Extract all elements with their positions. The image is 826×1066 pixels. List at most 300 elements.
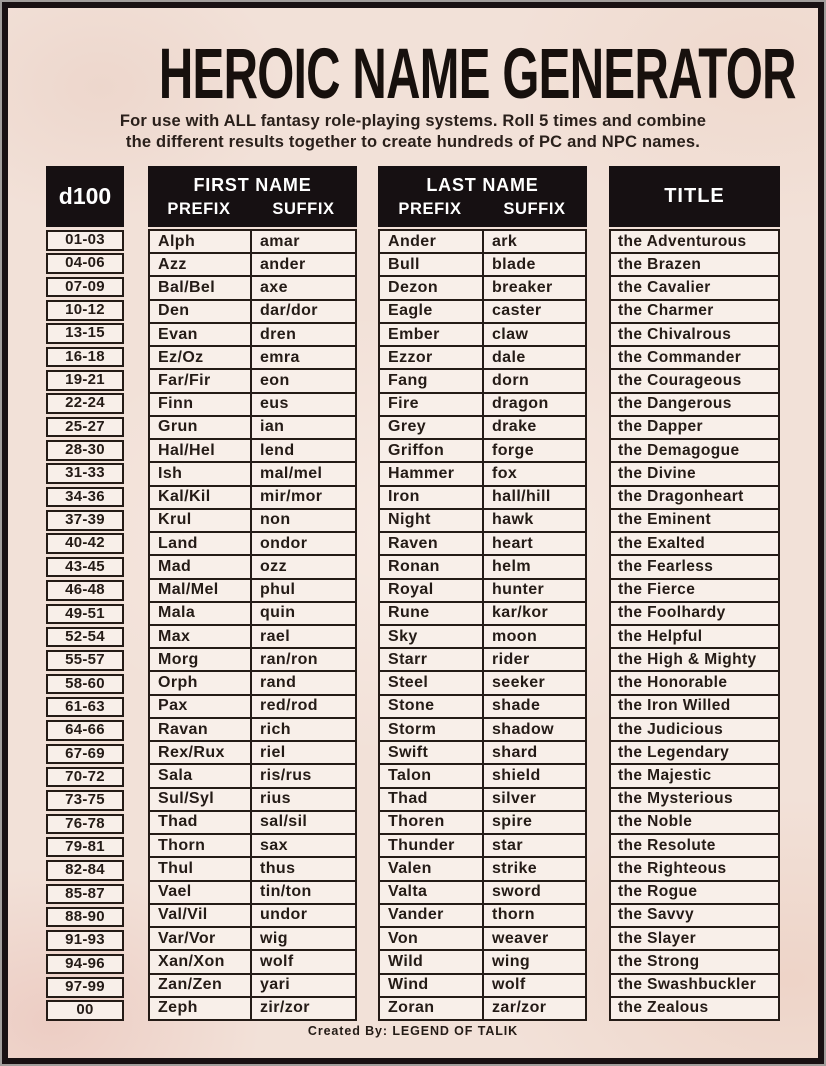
first-name-prefix-cell: Morg	[149, 648, 251, 671]
last-name-prefix-cell: Thoren	[379, 811, 483, 834]
first-name-suffix-cell: ondor	[251, 532, 356, 555]
last-name-prefix-cell: Stone	[379, 695, 483, 718]
last-name-suffix-cell: forge	[483, 439, 586, 462]
first-name-row	[149, 695, 356, 718]
last-name-row	[379, 532, 586, 555]
title-cell: the Cavalier	[610, 276, 779, 299]
title-cell: the Mysterious	[610, 788, 779, 811]
title-row	[610, 997, 779, 1020]
first-name-sublabels	[148, 200, 357, 219]
first-name-columns	[148, 166, 357, 1021]
last-name-prefix-cell: Swift	[379, 741, 483, 764]
first-name-prefix-cell: Zeph	[149, 997, 251, 1020]
last-name-suffix-cell: breaker	[483, 276, 586, 299]
first-name-suffix-cell: undor	[251, 904, 356, 927]
first-name-row	[149, 741, 356, 764]
first-name-row	[149, 764, 356, 787]
last-name-suffix-cell: zar/zor	[483, 997, 586, 1020]
last-name-row	[379, 230, 586, 253]
last-name-prefix-cell: Hammer	[379, 462, 483, 485]
d100-column-body	[46, 230, 124, 1021]
title-cell: the Swashbuckler	[610, 974, 779, 997]
title-row	[610, 904, 779, 927]
last-name-suffix-label: SUFFIX	[503, 199, 566, 218]
last-name-row	[379, 950, 586, 973]
first-name-prefix-cell: Mad	[149, 555, 251, 578]
first-name-suffix-label: SUFFIX	[272, 199, 335, 218]
last-name-prefix-cell: Ember	[379, 323, 483, 346]
title-row	[610, 276, 779, 299]
last-name-row	[379, 904, 586, 927]
d100-range-cell: 28-30	[46, 440, 124, 461]
first-name-suffix-cell: red/rod	[251, 695, 356, 718]
first-name-prefix-cell: Azz	[149, 253, 251, 276]
title-row	[610, 300, 779, 323]
title-cell: the Resolute	[610, 834, 779, 857]
d100-range-cell: 67-69	[46, 744, 124, 765]
title-cell: the Noble	[610, 811, 779, 834]
title-cell: the Honorable	[610, 671, 779, 694]
first-name-suffix-cell: dren	[251, 323, 356, 346]
last-name-prefix-cell: Wind	[379, 974, 483, 997]
title-column	[609, 166, 780, 1021]
last-name-row	[379, 974, 586, 997]
d100-range-cell: 19-21	[46, 370, 124, 391]
subtitle-line-2: the different results together to create hundreds of PC and NPC names.	[125, 133, 701, 151]
d100-range-cell: 43-45	[46, 557, 124, 578]
first-name-prefix-cell: Pax	[149, 695, 251, 718]
first-name-row	[149, 369, 356, 392]
last-name-row	[379, 346, 586, 369]
last-name-prefix-label: PREFIX	[398, 199, 462, 218]
last-name-row	[379, 764, 586, 787]
last-name-row	[379, 602, 586, 625]
first-name-suffix-cell: ander	[251, 253, 356, 276]
first-name-suffix-cell: wolf	[251, 950, 356, 973]
d100-range-cell: 34-36	[46, 487, 124, 508]
last-name-prefix-cell: Ezzor	[379, 346, 483, 369]
d100-range-cell: 85-87	[46, 884, 124, 905]
page-title-text: HEROIC NAME GENERATOR	[158, 35, 796, 114]
first-name-prefix-cell: Zan/Zen	[149, 974, 251, 997]
first-name-prefix-cell: Far/Fir	[149, 369, 251, 392]
title-cell: the Courageous	[610, 369, 779, 392]
last-name-prefix-cell: Valen	[379, 857, 483, 880]
d100-range-cell: 46-48	[46, 580, 124, 601]
last-name-suffix-cell: rider	[483, 648, 586, 671]
last-name-suffix-cell: ark	[483, 230, 586, 253]
title-row	[610, 718, 779, 741]
d100-range-cell: 10-12	[46, 300, 124, 321]
title-row	[610, 369, 779, 392]
first-name-prefix-cell: Xan/Xon	[149, 950, 251, 973]
last-name-row	[379, 276, 586, 299]
title-cell: the Commander	[610, 346, 779, 369]
first-name-prefix-cell: Krul	[149, 509, 251, 532]
title-row	[610, 509, 779, 532]
first-name-row	[149, 718, 356, 741]
first-name-suffix-cell: eon	[251, 369, 356, 392]
creator-credit: Created By: LEGEND OF TALIK	[307, 1024, 519, 1038]
first-name-prefix-cell: Evan	[149, 323, 251, 346]
first-name-suffix-cell: ris/rus	[251, 764, 356, 787]
first-name-prefix-cell: Vael	[149, 881, 251, 904]
title-cell: the Charmer	[610, 300, 779, 323]
last-name-row	[379, 648, 586, 671]
last-name-prefix-cell: Iron	[379, 486, 483, 509]
first-name-row	[149, 462, 356, 485]
first-name-row	[149, 532, 356, 555]
last-name-header	[378, 166, 587, 227]
last-name-row	[379, 788, 586, 811]
last-name-columns	[378, 166, 587, 1021]
title-row	[610, 346, 779, 369]
last-name-row	[379, 369, 586, 392]
last-name-row	[379, 927, 586, 950]
last-name-suffix-cell: hunter	[483, 579, 586, 602]
first-name-suffix-cell: mal/mel	[251, 462, 356, 485]
last-name-suffix-cell: kar/kor	[483, 602, 586, 625]
last-name-row	[379, 439, 586, 462]
title-row	[610, 579, 779, 602]
first-name-row	[149, 648, 356, 671]
last-name-row	[379, 323, 586, 346]
last-name-prefix-cell: Night	[379, 509, 483, 532]
first-name-suffix-cell: axe	[251, 276, 356, 299]
d100-range-cell: 31-33	[46, 463, 124, 484]
title-row	[610, 625, 779, 648]
last-name-prefix-cell: Steel	[379, 671, 483, 694]
title-cell: the Dapper	[610, 416, 779, 439]
first-name-row	[149, 904, 356, 927]
last-name-sublabels	[378, 200, 587, 219]
first-name-suffix-cell: phul	[251, 579, 356, 602]
d100-range-cell: 25-27	[46, 417, 124, 438]
title-row	[610, 974, 779, 997]
first-name-header-label: FIRST NAME	[193, 174, 312, 195]
last-name-suffix-cell: shade	[483, 695, 586, 718]
d100-range-cell: 01-03	[46, 230, 124, 251]
title-row	[610, 532, 779, 555]
first-name-row	[149, 881, 356, 904]
last-name-prefix-cell: Von	[379, 927, 483, 950]
first-name-suffix-cell: rand	[251, 671, 356, 694]
title-cell: the Fearless	[610, 555, 779, 578]
last-name-row	[379, 695, 586, 718]
first-name-prefix-cell: Mala	[149, 602, 251, 625]
title-row	[610, 950, 779, 973]
last-name-suffix-cell: wing	[483, 950, 586, 973]
title-cell: the Demagogue	[610, 439, 779, 462]
first-name-row	[149, 509, 356, 532]
first-name-row	[149, 788, 356, 811]
title-cell: the Helpful	[610, 625, 779, 648]
title-cell: the Judicious	[610, 718, 779, 741]
subtitle-line-1: For use with ALL fantasy role-playing systems. Roll 5 times and combine	[119, 112, 707, 130]
title-cell: the Zealous	[610, 997, 779, 1020]
title-cell: the Dragonheart	[610, 486, 779, 509]
first-name-row	[149, 927, 356, 950]
last-name-row	[379, 625, 586, 648]
last-name-prefix-cell: Grey	[379, 416, 483, 439]
d100-range-cell: 13-15	[46, 323, 124, 344]
last-name-suffix-cell: star	[483, 834, 586, 857]
last-name-prefix-cell: Talon	[379, 764, 483, 787]
title-row	[610, 788, 779, 811]
last-name-prefix-cell: Fang	[379, 369, 483, 392]
d100-range-cell: 73-75	[46, 790, 124, 811]
last-name-row	[379, 671, 586, 694]
title-row	[610, 323, 779, 346]
last-name-row	[379, 741, 586, 764]
last-name-row	[379, 253, 586, 276]
title-cell: the Adventurous	[610, 230, 779, 253]
last-name-row	[379, 462, 586, 485]
d100-range-cell: 82-84	[46, 860, 124, 881]
last-name-header-label: LAST NAME	[426, 174, 539, 195]
first-name-prefix-cell: Orph	[149, 671, 251, 694]
last-name-row	[379, 486, 586, 509]
first-name-prefix-cell: Ish	[149, 462, 251, 485]
last-name-suffix-cell: shard	[483, 741, 586, 764]
first-name-row	[149, 346, 356, 369]
title-cell: the Fierce	[610, 579, 779, 602]
last-name-suffix-cell: thorn	[483, 904, 586, 927]
title-cell: the Foolhardy	[610, 602, 779, 625]
first-name-suffix-cell: zir/zor	[251, 997, 356, 1020]
first-name-prefix-cell: Thul	[149, 857, 251, 880]
title-cell: the Savvy	[610, 904, 779, 927]
first-name-suffix-cell: rael	[251, 625, 356, 648]
first-name-row	[149, 950, 356, 973]
title-cell: the Legendary	[610, 741, 779, 764]
first-name-suffix-cell: ozz	[251, 555, 356, 578]
first-name-prefix-cell: Finn	[149, 393, 251, 416]
last-name-suffix-cell: shadow	[483, 718, 586, 741]
last-name-row	[379, 811, 586, 834]
last-name-prefix-cell: Zoran	[379, 997, 483, 1020]
first-name-prefix-cell: Mal/Mel	[149, 579, 251, 602]
d100-range-cell: 94-96	[46, 954, 124, 975]
first-name-prefix-label: PREFIX	[167, 199, 231, 218]
last-name-row	[379, 555, 586, 578]
title-cell: the High & Mighty	[610, 648, 779, 671]
last-name-suffix-cell: claw	[483, 323, 586, 346]
first-name-row	[149, 486, 356, 509]
last-name-row	[379, 393, 586, 416]
first-name-row	[149, 625, 356, 648]
title-row	[610, 486, 779, 509]
title-row	[610, 695, 779, 718]
first-name-suffix-cell: riel	[251, 741, 356, 764]
first-name-prefix-cell: Hal/Hel	[149, 439, 251, 462]
first-name-suffix-cell: emra	[251, 346, 356, 369]
title-row	[610, 439, 779, 462]
last-name-row	[379, 997, 586, 1020]
title-row	[610, 393, 779, 416]
d100-range-cell: 37-39	[46, 510, 124, 531]
first-name-suffix-cell: amar	[251, 230, 356, 253]
title-cell: the Eminent	[610, 509, 779, 532]
title-cell: the Rogue	[610, 881, 779, 904]
title-row	[610, 741, 779, 764]
first-name-prefix-cell: Grun	[149, 416, 251, 439]
d100-range-cell: 40-42	[46, 533, 124, 554]
d100-range-cell: 00	[46, 1000, 124, 1021]
first-name-suffix-cell: non	[251, 509, 356, 532]
first-name-row	[149, 230, 356, 253]
last-name-suffix-cell: moon	[483, 625, 586, 648]
first-name-suffix-cell: thus	[251, 857, 356, 880]
last-name-row	[379, 300, 586, 323]
last-name-suffix-cell: strike	[483, 857, 586, 880]
title-row	[610, 927, 779, 950]
last-name-prefix-cell: Starr	[379, 648, 483, 671]
d100-range-cell: 22-24	[46, 393, 124, 414]
last-name-prefix-cell: Valta	[379, 881, 483, 904]
first-name-row	[149, 857, 356, 880]
last-name-row	[379, 718, 586, 741]
last-name-prefix-cell: Sky	[379, 625, 483, 648]
last-name-suffix-cell: wolf	[483, 974, 586, 997]
d100-range-cell: 58-60	[46, 674, 124, 695]
last-name-suffix-cell: fox	[483, 462, 586, 485]
last-name-suffix-cell: spire	[483, 811, 586, 834]
d100-range-cell: 61-63	[46, 697, 124, 718]
first-name-row	[149, 276, 356, 299]
title-cell: the Chivalrous	[610, 323, 779, 346]
d100-range-cell: 16-18	[46, 347, 124, 368]
title-header-label: TITLE	[664, 185, 725, 207]
first-name-row	[149, 579, 356, 602]
first-name-row	[149, 671, 356, 694]
last-name-suffix-cell: blade	[483, 253, 586, 276]
title-cell: the Majestic	[610, 764, 779, 787]
last-name-row	[379, 509, 586, 532]
page-title	[2, 34, 824, 115]
last-name-prefix-cell: Vander	[379, 904, 483, 927]
last-name-suffix-cell: drake	[483, 416, 586, 439]
first-name-row	[149, 974, 356, 997]
first-name-prefix-cell: Land	[149, 532, 251, 555]
title-row	[610, 764, 779, 787]
title-row	[610, 811, 779, 834]
d100-range-cell: 70-72	[46, 767, 124, 788]
d100-range-cell: 52-54	[46, 627, 124, 648]
first-name-suffix-cell: ian	[251, 416, 356, 439]
last-name-suffix-cell: sword	[483, 881, 586, 904]
title-cell: the Strong	[610, 950, 779, 973]
last-name-suffix-cell: weaver	[483, 927, 586, 950]
first-name-row	[149, 300, 356, 323]
title-row	[610, 253, 779, 276]
first-name-prefix-cell: Thad	[149, 811, 251, 834]
d100-range-cell: 49-51	[46, 604, 124, 625]
last-name-prefix-cell: Griffon	[379, 439, 483, 462]
first-name-suffix-cell: yari	[251, 974, 356, 997]
d100-range-cell: 97-99	[46, 977, 124, 998]
d100-range-cell: 91-93	[46, 930, 124, 951]
last-name-suffix-cell: shield	[483, 764, 586, 787]
last-name-suffix-cell: dale	[483, 346, 586, 369]
title-cell: the Brazen	[610, 253, 779, 276]
first-name-row	[149, 834, 356, 857]
last-name-suffix-cell: helm	[483, 555, 586, 578]
last-name-prefix-cell: Fire	[379, 393, 483, 416]
first-name-suffix-cell: tin/ton	[251, 881, 356, 904]
first-name-suffix-cell: dar/dor	[251, 300, 356, 323]
last-name-suffix-cell: caster	[483, 300, 586, 323]
title-row	[610, 416, 779, 439]
first-name-suffix-cell: wig	[251, 927, 356, 950]
title-row	[610, 230, 779, 253]
first-name-table	[148, 229, 357, 1021]
first-name-row	[149, 811, 356, 834]
first-name-suffix-cell: sal/sil	[251, 811, 356, 834]
first-name-prefix-cell: Kal/Kil	[149, 486, 251, 509]
last-name-suffix-cell: seeker	[483, 671, 586, 694]
last-name-prefix-cell: Dezon	[379, 276, 483, 299]
first-name-prefix-cell: Max	[149, 625, 251, 648]
last-name-row	[379, 834, 586, 857]
first-name-row	[149, 393, 356, 416]
last-name-suffix-cell: heart	[483, 532, 586, 555]
title-row	[610, 881, 779, 904]
first-name-row	[149, 602, 356, 625]
first-name-suffix-cell: mir/mor	[251, 486, 356, 509]
title-row	[610, 462, 779, 485]
subtitle	[2, 111, 824, 153]
last-name-prefix-cell: Royal	[379, 579, 483, 602]
first-name-prefix-cell: Sul/Syl	[149, 788, 251, 811]
last-name-prefix-cell: Eagle	[379, 300, 483, 323]
first-name-row	[149, 997, 356, 1020]
last-name-row	[379, 857, 586, 880]
d100-range-cell: 64-66	[46, 720, 124, 741]
last-name-suffix-cell: silver	[483, 788, 586, 811]
d100-range-cell: 55-57	[46, 650, 124, 671]
d100-header-label: d100	[58, 183, 112, 209]
first-name-prefix-cell: Val/Vil	[149, 904, 251, 927]
first-name-row	[149, 416, 356, 439]
first-name-suffix-cell: rius	[251, 788, 356, 811]
first-name-prefix-cell: Den	[149, 300, 251, 323]
first-name-prefix-cell: Rex/Rux	[149, 741, 251, 764]
d100-range-cell: 76-78	[46, 814, 124, 835]
title-cell: the Slayer	[610, 927, 779, 950]
title-cell: the Dangerous	[610, 393, 779, 416]
first-name-suffix-cell: quin	[251, 602, 356, 625]
title-cell: the Righteous	[610, 857, 779, 880]
last-name-prefix-cell: Raven	[379, 532, 483, 555]
first-name-suffix-cell: sax	[251, 834, 356, 857]
last-name-prefix-cell: Thad	[379, 788, 483, 811]
title-row	[610, 555, 779, 578]
last-name-suffix-cell: hawk	[483, 509, 586, 532]
title-table	[609, 229, 780, 1021]
first-name-suffix-cell: rich	[251, 718, 356, 741]
last-name-suffix-cell: dorn	[483, 369, 586, 392]
last-name-prefix-cell: Rune	[379, 602, 483, 625]
last-name-prefix-cell: Ronan	[379, 555, 483, 578]
last-name-table	[378, 229, 587, 1021]
d100-range-cell: 07-09	[46, 277, 124, 298]
first-name-header	[148, 166, 357, 227]
title-cell: the Iron Willed	[610, 695, 779, 718]
last-name-suffix-cell: dragon	[483, 393, 586, 416]
title-row	[610, 602, 779, 625]
title-row	[610, 648, 779, 671]
